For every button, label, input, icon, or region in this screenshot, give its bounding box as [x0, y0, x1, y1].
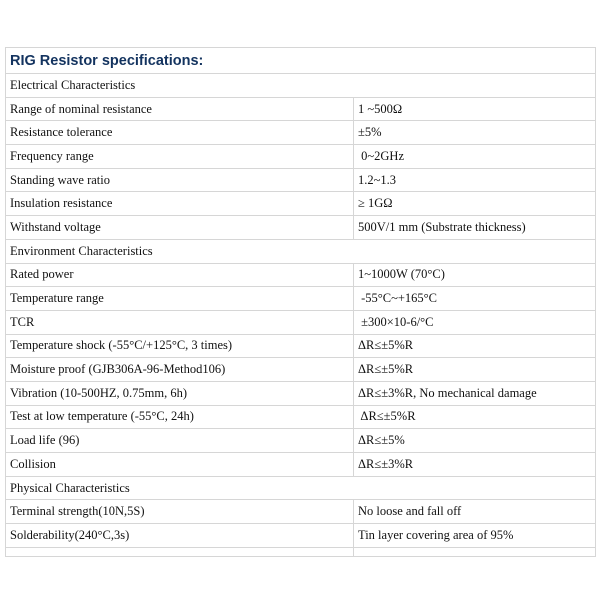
parameter-cell: Range of nominal resistance	[6, 97, 354, 121]
table-row	[6, 381, 596, 405]
table-title: RIG Resistor specifications:	[6, 48, 596, 74]
trailing-row	[6, 547, 596, 556]
section-heading: Electrical Characteristics	[6, 74, 596, 98]
value-cell: ΔR≤±5%R	[354, 334, 596, 358]
title-row	[6, 48, 596, 74]
table-row	[6, 405, 596, 429]
table-row	[6, 263, 596, 287]
value-cell: ΔR≤±3%R	[354, 453, 596, 477]
value-cell: 1.2~1.3	[354, 168, 596, 192]
table-row	[6, 121, 596, 145]
value-cell: -55°C~+165°C	[354, 287, 596, 311]
table-row	[6, 453, 596, 477]
empty-cell	[354, 547, 596, 556]
value-cell: ΔR≤±5%R	[354, 405, 596, 429]
table-row	[6, 310, 596, 334]
parameter-cell: Collision	[6, 453, 354, 477]
table-row	[6, 429, 596, 453]
parameter-cell: Insulation resistance	[6, 192, 354, 216]
table-row	[6, 168, 596, 192]
parameter-cell: Terminal strength(10N,5S)	[6, 500, 354, 524]
parameter-cell: Temperature shock (-55°C/+125°C, 3 times)	[6, 334, 354, 358]
value-cell: ΔR≤±3%R, No mechanical damage	[354, 381, 596, 405]
parameter-cell: Solderability(240°C,3s)	[6, 524, 354, 548]
parameter-cell: Load life (96)	[6, 429, 354, 453]
parameter-cell: Standing wave ratio	[6, 168, 354, 192]
section-heading-row	[6, 74, 596, 98]
table-row	[6, 358, 596, 382]
value-cell: ±5%	[354, 121, 596, 145]
parameter-cell: Moisture proof (GJB306A-96-Method106)	[6, 358, 354, 382]
parameter-cell: Test at low temperature (-55°C, 24h)	[6, 405, 354, 429]
value-cell: 1~1000W (70°C)	[354, 263, 596, 287]
value-cell: 0~2GHz	[354, 145, 596, 169]
value-cell: 1 ~500Ω	[354, 97, 596, 121]
section-heading: Environment Characteristics	[6, 239, 596, 263]
parameter-cell: Withstand voltage	[6, 216, 354, 240]
section-heading: Physical Characteristics	[6, 476, 596, 500]
table-row	[6, 334, 596, 358]
table-row	[6, 97, 596, 121]
value-cell: No loose and fall off	[354, 500, 596, 524]
value-cell: 500V/1 mm (Substrate thickness)	[354, 216, 596, 240]
parameter-cell: Vibration (10-500HZ, 0.75mm, 6h)	[6, 381, 354, 405]
parameter-cell: Rated power	[6, 263, 354, 287]
parameter-cell: TCR	[6, 310, 354, 334]
value-cell: Tin layer covering area of 95%	[354, 524, 596, 548]
parameter-cell: Temperature range	[6, 287, 354, 311]
table-row	[6, 287, 596, 311]
section-heading-row	[6, 239, 596, 263]
spec-table	[5, 47, 596, 557]
parameter-cell: Resistance tolerance	[6, 121, 354, 145]
table-row	[6, 500, 596, 524]
value-cell: ≥ 1GΩ	[354, 192, 596, 216]
table-row	[6, 216, 596, 240]
parameter-cell: Frequency range	[6, 145, 354, 169]
table-row	[6, 192, 596, 216]
section-heading-row	[6, 476, 596, 500]
table-row	[6, 524, 596, 548]
value-cell: ΔR≤±5%	[354, 429, 596, 453]
empty-cell	[6, 547, 354, 556]
value-cell: ±300×10-6/°C	[354, 310, 596, 334]
table-row	[6, 145, 596, 169]
value-cell: ΔR≤±5%R	[354, 358, 596, 382]
